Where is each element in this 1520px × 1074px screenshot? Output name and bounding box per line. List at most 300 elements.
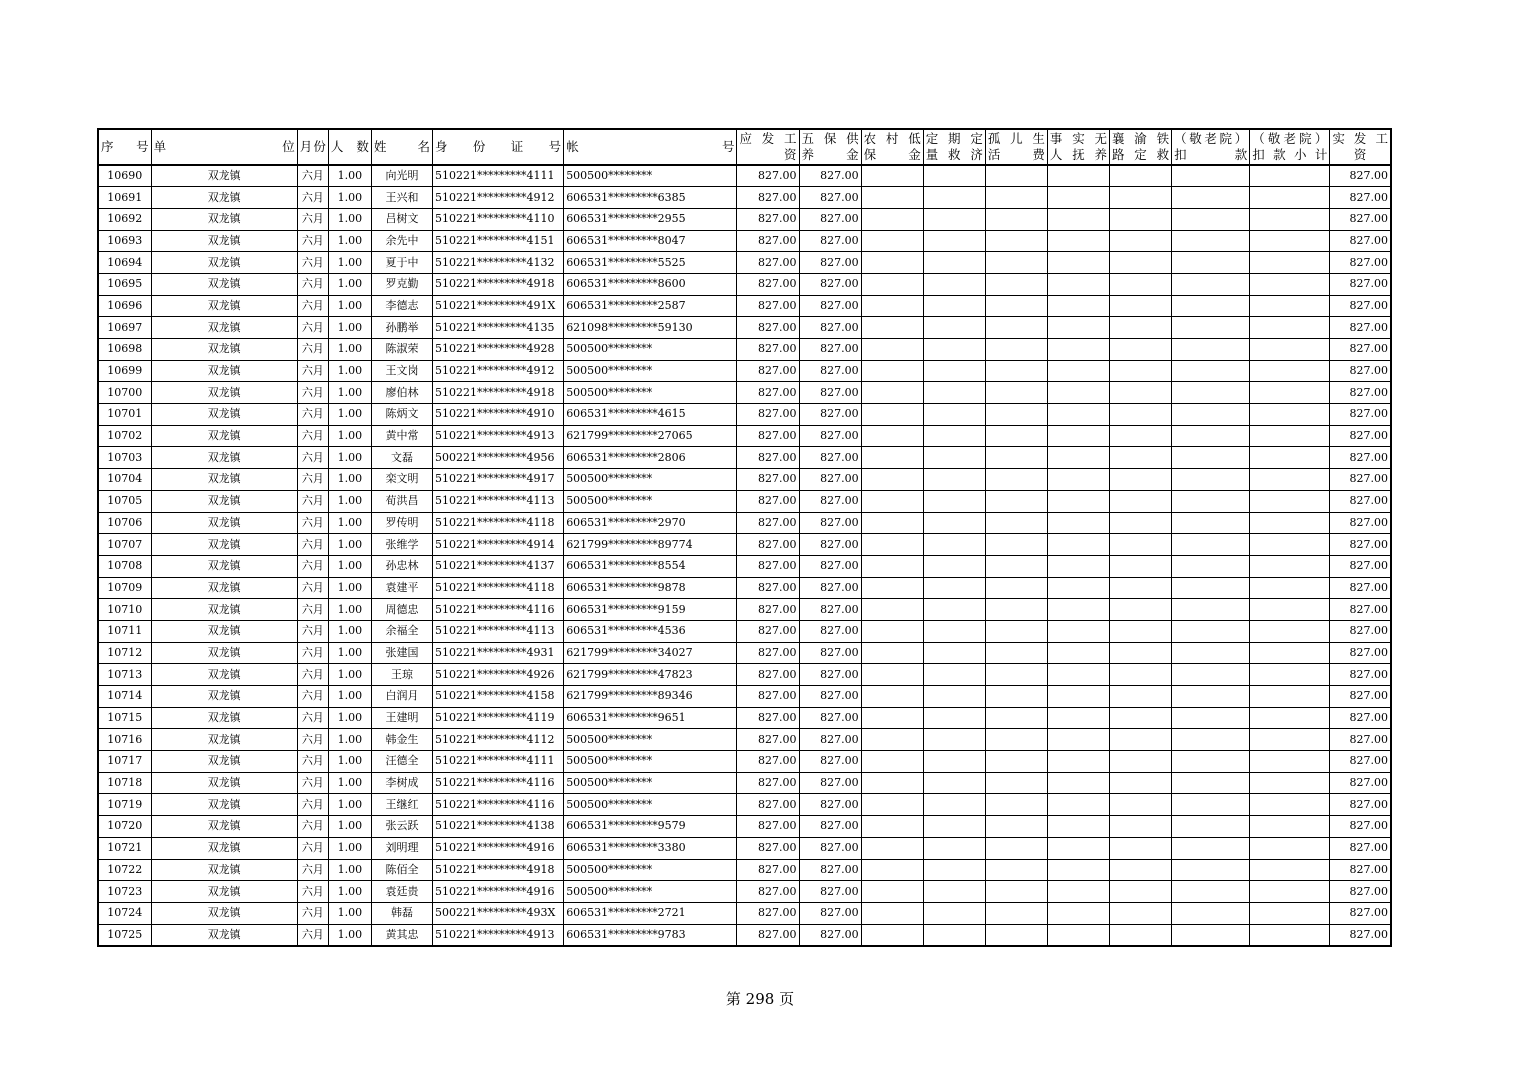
cell-xiangyu — [1110, 208, 1172, 230]
cell-orphan — [985, 425, 1047, 447]
cell-xiangyu — [1110, 447, 1172, 469]
cell-actual-pay: 827.00 — [1330, 837, 1391, 859]
cell-wubao: 827.00 — [799, 642, 861, 664]
cell-seq: 10704 — [98, 469, 151, 491]
relief-payment-table — [97, 128, 1392, 947]
cell-id: 510221*********4119 — [433, 707, 564, 729]
cell-nursing-deduction — [1172, 425, 1250, 447]
cell-month: 六月 — [297, 816, 328, 838]
cell-seq: 10715 — [98, 707, 151, 729]
cell-xiangyu — [1110, 555, 1172, 577]
cell-wubao: 827.00 — [799, 664, 861, 686]
cell-month: 六月 — [297, 859, 328, 881]
cell-account: 606531*********9651 — [564, 707, 737, 729]
cell-people: 1.00 — [328, 273, 371, 295]
cell-seq: 10706 — [98, 512, 151, 534]
cell-id: 510221*********4113 — [433, 620, 564, 642]
cell-seq: 10717 — [98, 751, 151, 773]
cell-fact-orphan — [1047, 816, 1109, 838]
cell-orphan — [985, 620, 1047, 642]
cell-xiangyu — [1110, 729, 1172, 751]
cell-nursing-deduction — [1172, 382, 1250, 404]
table-row — [98, 490, 1391, 512]
cell-nursing-deduction — [1172, 555, 1250, 577]
cell-xiangyu — [1110, 881, 1172, 903]
cell-nursing-subtotal — [1250, 208, 1330, 230]
cell-wubao: 827.00 — [799, 534, 861, 556]
cell-unit: 双龙镇 — [151, 686, 297, 708]
cell-xiangyu — [1110, 642, 1172, 664]
cell-seq: 10699 — [98, 360, 151, 382]
cell-fact-orphan — [1047, 469, 1109, 491]
cell-month: 六月 — [297, 664, 328, 686]
cell-id: 500221*********493X — [433, 902, 564, 924]
cell-nursing-deduction — [1172, 165, 1250, 187]
cell-xiangyu — [1110, 490, 1172, 512]
cell-id: 510221*********4110 — [433, 208, 564, 230]
cell-month: 六月 — [297, 751, 328, 773]
cell-xiangyu — [1110, 837, 1172, 859]
cell-unit: 双龙镇 — [151, 404, 297, 426]
cell-dingliang — [923, 751, 985, 773]
cell-dingliang — [923, 881, 985, 903]
table-row — [98, 794, 1391, 816]
cell-wubao: 827.00 — [799, 729, 861, 751]
cell-fact-orphan — [1047, 447, 1109, 469]
cell-fact-orphan — [1047, 642, 1109, 664]
cell-fact-orphan — [1047, 230, 1109, 252]
cell-nursing-subtotal — [1250, 664, 1330, 686]
table-row — [98, 382, 1391, 404]
cell-actual-pay: 827.00 — [1330, 252, 1391, 274]
cell-nursing-subtotal — [1250, 317, 1330, 339]
header-dibao: 农 村 低 保 金 — [861, 129, 923, 165]
cell-nursing-deduction — [1172, 924, 1250, 946]
cell-nursing-subtotal — [1250, 273, 1330, 295]
cell-orphan — [985, 816, 1047, 838]
cell-wubao: 827.00 — [799, 230, 861, 252]
cell-should-pay: 827.00 — [737, 859, 799, 881]
cell-seq: 10692 — [98, 208, 151, 230]
cell-id: 510221*********4918 — [433, 382, 564, 404]
cell-unit: 双龙镇 — [151, 772, 297, 794]
cell-dingliang — [923, 620, 985, 642]
cell-account: 500500******** — [564, 794, 737, 816]
cell-nursing-deduction — [1172, 404, 1250, 426]
cell-seq: 10723 — [98, 881, 151, 903]
cell-month: 六月 — [297, 273, 328, 295]
cell-seq: 10709 — [98, 577, 151, 599]
cell-month: 六月 — [297, 881, 328, 903]
header-wubao: 五 保 供 养 金 — [799, 129, 861, 165]
cell-xiangyu — [1110, 469, 1172, 491]
cell-account: 606531*********2721 — [564, 902, 737, 924]
cell-people: 1.00 — [328, 837, 371, 859]
cell-people: 1.00 — [328, 382, 371, 404]
cell-fact-orphan — [1047, 751, 1109, 773]
cell-id: 510221*********4926 — [433, 664, 564, 686]
cell-dingliang — [923, 382, 985, 404]
cell-month: 六月 — [297, 425, 328, 447]
cell-orphan — [985, 165, 1047, 187]
cell-xiangyu — [1110, 165, 1172, 187]
header-actual-pay: 实 发 工 资 — [1330, 129, 1391, 165]
cell-id: 510221*********4138 — [433, 816, 564, 838]
cell-dingliang — [923, 187, 985, 209]
cell-fact-orphan — [1047, 924, 1109, 946]
cell-seq: 10695 — [98, 273, 151, 295]
cell-account: 621799*********27065 — [564, 425, 737, 447]
cell-dibao — [861, 707, 923, 729]
cell-seq: 10714 — [98, 686, 151, 708]
cell-fact-orphan — [1047, 620, 1109, 642]
cell-wubao: 827.00 — [799, 425, 861, 447]
cell-actual-pay: 827.00 — [1330, 490, 1391, 512]
cell-dibao — [861, 772, 923, 794]
cell-month: 六月 — [297, 534, 328, 556]
cell-wubao: 827.00 — [799, 707, 861, 729]
cell-orphan — [985, 295, 1047, 317]
cell-actual-pay: 827.00 — [1330, 599, 1391, 621]
cell-dingliang — [923, 555, 985, 577]
cell-id: 510221*********4910 — [433, 404, 564, 426]
cell-wubao: 827.00 — [799, 686, 861, 708]
cell-people: 1.00 — [328, 165, 371, 187]
cell-xiangyu — [1110, 339, 1172, 361]
cell-account: 500500******** — [564, 165, 737, 187]
cell-actual-pay: 827.00 — [1330, 729, 1391, 751]
cell-dingliang — [923, 902, 985, 924]
cell-account: 606531*********9159 — [564, 599, 737, 621]
cell-actual-pay: 827.00 — [1330, 620, 1391, 642]
cell-should-pay: 827.00 — [737, 317, 799, 339]
cell-dingliang — [923, 664, 985, 686]
cell-orphan — [985, 534, 1047, 556]
cell-should-pay: 827.00 — [737, 208, 799, 230]
cell-unit: 双龙镇 — [151, 252, 297, 274]
cell-account: 500500******** — [564, 490, 737, 512]
cell-month: 六月 — [297, 772, 328, 794]
cell-unit: 双龙镇 — [151, 534, 297, 556]
cell-nursing-subtotal — [1250, 642, 1330, 664]
cell-account: 621799*********89774 — [564, 534, 737, 556]
cell-people: 1.00 — [328, 902, 371, 924]
cell-should-pay: 827.00 — [737, 339, 799, 361]
cell-account: 621799*********47823 — [564, 664, 737, 686]
cell-orphan — [985, 404, 1047, 426]
cell-dingliang — [923, 859, 985, 881]
cell-month: 六月 — [297, 490, 328, 512]
cell-should-pay: 827.00 — [737, 404, 799, 426]
cell-wubao: 827.00 — [799, 469, 861, 491]
cell-xiangyu — [1110, 664, 1172, 686]
cell-should-pay: 827.00 — [737, 382, 799, 404]
cell-account: 606531*********4615 — [564, 404, 737, 426]
cell-should-pay: 827.00 — [737, 577, 799, 599]
cell-fact-orphan — [1047, 512, 1109, 534]
cell-people: 1.00 — [328, 729, 371, 751]
cell-nursing-deduction — [1172, 317, 1250, 339]
cell-nursing-deduction — [1172, 512, 1250, 534]
cell-month: 六月 — [297, 360, 328, 382]
cell-seq: 10716 — [98, 729, 151, 751]
cell-account: 606531*********8047 — [564, 230, 737, 252]
cell-dingliang — [923, 447, 985, 469]
cell-orphan — [985, 208, 1047, 230]
cell-nursing-deduction — [1172, 187, 1250, 209]
cell-name: 廖伯林 — [371, 382, 432, 404]
cell-account: 606531*********2806 — [564, 447, 737, 469]
header-dingliang: 定 期 定 量 救 济 — [923, 129, 985, 165]
cell-orphan — [985, 642, 1047, 664]
cell-unit: 双龙镇 — [151, 902, 297, 924]
cell-orphan — [985, 555, 1047, 577]
cell-nursing-deduction — [1172, 729, 1250, 751]
cell-fact-orphan — [1047, 208, 1109, 230]
table-row — [98, 447, 1391, 469]
cell-nursing-subtotal — [1250, 729, 1330, 751]
cell-nursing-subtotal — [1250, 577, 1330, 599]
cell-seq: 10693 — [98, 230, 151, 252]
cell-actual-pay: 827.00 — [1330, 686, 1391, 708]
cell-month: 六月 — [297, 512, 328, 534]
cell-fact-orphan — [1047, 729, 1109, 751]
cell-people: 1.00 — [328, 404, 371, 426]
cell-xiangyu — [1110, 794, 1172, 816]
cell-account: 606531*********5525 — [564, 252, 737, 274]
cell-xiangyu — [1110, 295, 1172, 317]
cell-wubao: 827.00 — [799, 751, 861, 773]
cell-seq: 10712 — [98, 642, 151, 664]
cell-dingliang — [923, 425, 985, 447]
cell-name: 张云跃 — [371, 816, 432, 838]
cell-month: 六月 — [297, 252, 328, 274]
cell-actual-pay: 827.00 — [1330, 859, 1391, 881]
header-nursing-subtotal: （敬老院） 扣 款 小 计 — [1250, 129, 1330, 165]
header-account: 帐 号 — [564, 129, 737, 165]
cell-xiangyu — [1110, 859, 1172, 881]
cell-people: 1.00 — [328, 208, 371, 230]
cell-account: 500500******** — [564, 382, 737, 404]
cell-actual-pay: 827.00 — [1330, 512, 1391, 534]
cell-unit: 双龙镇 — [151, 512, 297, 534]
header-id: 身 份 证 号 — [433, 129, 564, 165]
cell-nursing-subtotal — [1250, 469, 1330, 491]
cell-dibao — [861, 382, 923, 404]
cell-dingliang — [923, 707, 985, 729]
cell-dibao — [861, 534, 923, 556]
cell-wubao: 827.00 — [799, 816, 861, 838]
cell-account: 606531*********8554 — [564, 555, 737, 577]
cell-name: 黄中常 — [371, 425, 432, 447]
cell-nursing-deduction — [1172, 816, 1250, 838]
cell-orphan — [985, 772, 1047, 794]
cell-dingliang — [923, 924, 985, 946]
cell-should-pay: 827.00 — [737, 534, 799, 556]
cell-name: 吕树文 — [371, 208, 432, 230]
cell-orphan — [985, 317, 1047, 339]
cell-actual-pay: 827.00 — [1330, 165, 1391, 187]
cell-month: 六月 — [297, 902, 328, 924]
cell-nursing-deduction — [1172, 534, 1250, 556]
cell-seq: 10719 — [98, 794, 151, 816]
cell-name: 王文岗 — [371, 360, 432, 382]
cell-name: 白润月 — [371, 686, 432, 708]
cell-dingliang — [923, 165, 985, 187]
cell-people: 1.00 — [328, 339, 371, 361]
table-row — [98, 729, 1391, 751]
cell-name: 袁廷贵 — [371, 881, 432, 903]
cell-actual-pay: 827.00 — [1330, 881, 1391, 903]
cell-dibao — [861, 425, 923, 447]
cell-month: 六月 — [297, 295, 328, 317]
cell-unit: 双龙镇 — [151, 816, 297, 838]
cell-name: 韩金生 — [371, 729, 432, 751]
cell-unit: 双龙镇 — [151, 230, 297, 252]
cell-fact-orphan — [1047, 187, 1109, 209]
table-row — [98, 577, 1391, 599]
cell-dibao — [861, 317, 923, 339]
cell-people: 1.00 — [328, 686, 371, 708]
cell-nursing-subtotal — [1250, 295, 1330, 317]
cell-account: 606531*********8600 — [564, 273, 737, 295]
cell-people: 1.00 — [328, 859, 371, 881]
cell-should-pay: 827.00 — [737, 165, 799, 187]
cell-should-pay: 827.00 — [737, 729, 799, 751]
cell-month: 六月 — [297, 707, 328, 729]
cell-actual-pay: 827.00 — [1330, 230, 1391, 252]
cell-people: 1.00 — [328, 425, 371, 447]
cell-nursing-deduction — [1172, 273, 1250, 295]
cell-unit: 双龙镇 — [151, 881, 297, 903]
cell-wubao: 827.00 — [799, 599, 861, 621]
cell-wubao: 827.00 — [799, 490, 861, 512]
cell-people: 1.00 — [328, 881, 371, 903]
cell-should-pay: 827.00 — [737, 230, 799, 252]
cell-account: 621098*********59130 — [564, 317, 737, 339]
cell-seq: 10697 — [98, 317, 151, 339]
cell-xiangyu — [1110, 230, 1172, 252]
cell-xiangyu — [1110, 252, 1172, 274]
cell-unit: 双龙镇 — [151, 707, 297, 729]
cell-dibao — [861, 577, 923, 599]
cell-dingliang — [923, 642, 985, 664]
cell-dingliang — [923, 404, 985, 426]
cell-fact-orphan — [1047, 165, 1109, 187]
cell-id: 510221*********4118 — [433, 577, 564, 599]
cell-nursing-subtotal — [1250, 859, 1330, 881]
cell-nursing-subtotal — [1250, 924, 1330, 946]
cell-orphan — [985, 599, 1047, 621]
cell-dingliang — [923, 512, 985, 534]
cell-people: 1.00 — [328, 447, 371, 469]
cell-account: 621799*********89346 — [564, 686, 737, 708]
cell-orphan — [985, 924, 1047, 946]
cell-unit: 双龙镇 — [151, 924, 297, 946]
cell-orphan — [985, 469, 1047, 491]
cell-nursing-deduction — [1172, 686, 1250, 708]
cell-account: 621799*********34027 — [564, 642, 737, 664]
table-row — [98, 165, 1391, 187]
cell-id: 510221*********4116 — [433, 794, 564, 816]
cell-fact-orphan — [1047, 382, 1109, 404]
cell-seq: 10702 — [98, 425, 151, 447]
cell-nursing-subtotal — [1250, 599, 1330, 621]
cell-should-pay: 827.00 — [737, 707, 799, 729]
cell-dingliang — [923, 534, 985, 556]
cell-fact-orphan — [1047, 772, 1109, 794]
cell-actual-pay: 827.00 — [1330, 924, 1391, 946]
cell-id: 510221*********4116 — [433, 772, 564, 794]
cell-month: 六月 — [297, 208, 328, 230]
cell-people: 1.00 — [328, 490, 371, 512]
cell-name: 王继红 — [371, 794, 432, 816]
cell-dibao — [861, 165, 923, 187]
cell-dibao — [861, 339, 923, 361]
cell-wubao: 827.00 — [799, 859, 861, 881]
cell-should-pay: 827.00 — [737, 686, 799, 708]
header-people: 人 数 — [328, 129, 371, 165]
cell-name: 孙鹏举 — [371, 317, 432, 339]
cell-seq: 10705 — [98, 490, 151, 512]
table-row — [98, 317, 1391, 339]
cell-wubao: 827.00 — [799, 772, 861, 794]
cell-should-pay: 827.00 — [737, 512, 799, 534]
cell-nursing-subtotal — [1250, 794, 1330, 816]
cell-should-pay: 827.00 — [737, 620, 799, 642]
cell-account: 606531*********9878 — [564, 577, 737, 599]
cell-nursing-deduction — [1172, 490, 1250, 512]
cell-account: 500500******** — [564, 772, 737, 794]
cell-unit: 双龙镇 — [151, 208, 297, 230]
cell-xiangyu — [1110, 382, 1172, 404]
cell-id: 510221*********4111 — [433, 165, 564, 187]
cell-fact-orphan — [1047, 404, 1109, 426]
cell-actual-pay: 827.00 — [1330, 642, 1391, 664]
cell-should-pay: 827.00 — [737, 924, 799, 946]
cell-id: 510221*********4928 — [433, 339, 564, 361]
cell-should-pay: 827.00 — [737, 469, 799, 491]
cell-people: 1.00 — [328, 816, 371, 838]
cell-fact-orphan — [1047, 252, 1109, 274]
cell-xiangyu — [1110, 686, 1172, 708]
cell-orphan — [985, 512, 1047, 534]
cell-id: 510221*********4118 — [433, 512, 564, 534]
cell-account: 500500******** — [564, 339, 737, 361]
cell-orphan — [985, 902, 1047, 924]
cell-wubao: 827.00 — [799, 165, 861, 187]
cell-should-pay: 827.00 — [737, 555, 799, 577]
cell-xiangyu — [1110, 772, 1172, 794]
table-row — [98, 772, 1391, 794]
cell-dingliang — [923, 577, 985, 599]
cell-xiangyu — [1110, 187, 1172, 209]
cell-wubao: 827.00 — [799, 794, 861, 816]
table-body — [98, 165, 1391, 946]
header-orphan: 孤 儿 生 活 费 — [985, 129, 1047, 165]
cell-id: 510221*********4132 — [433, 252, 564, 274]
cell-account: 606531*********2587 — [564, 295, 737, 317]
cell-orphan — [985, 729, 1047, 751]
table-row — [98, 208, 1391, 230]
cell-people: 1.00 — [328, 555, 371, 577]
cell-seq: 10700 — [98, 382, 151, 404]
cell-unit: 双龙镇 — [151, 642, 297, 664]
cell-orphan — [985, 881, 1047, 903]
cell-wubao: 827.00 — [799, 339, 861, 361]
cell-seq: 10708 — [98, 555, 151, 577]
cell-nursing-deduction — [1172, 881, 1250, 903]
